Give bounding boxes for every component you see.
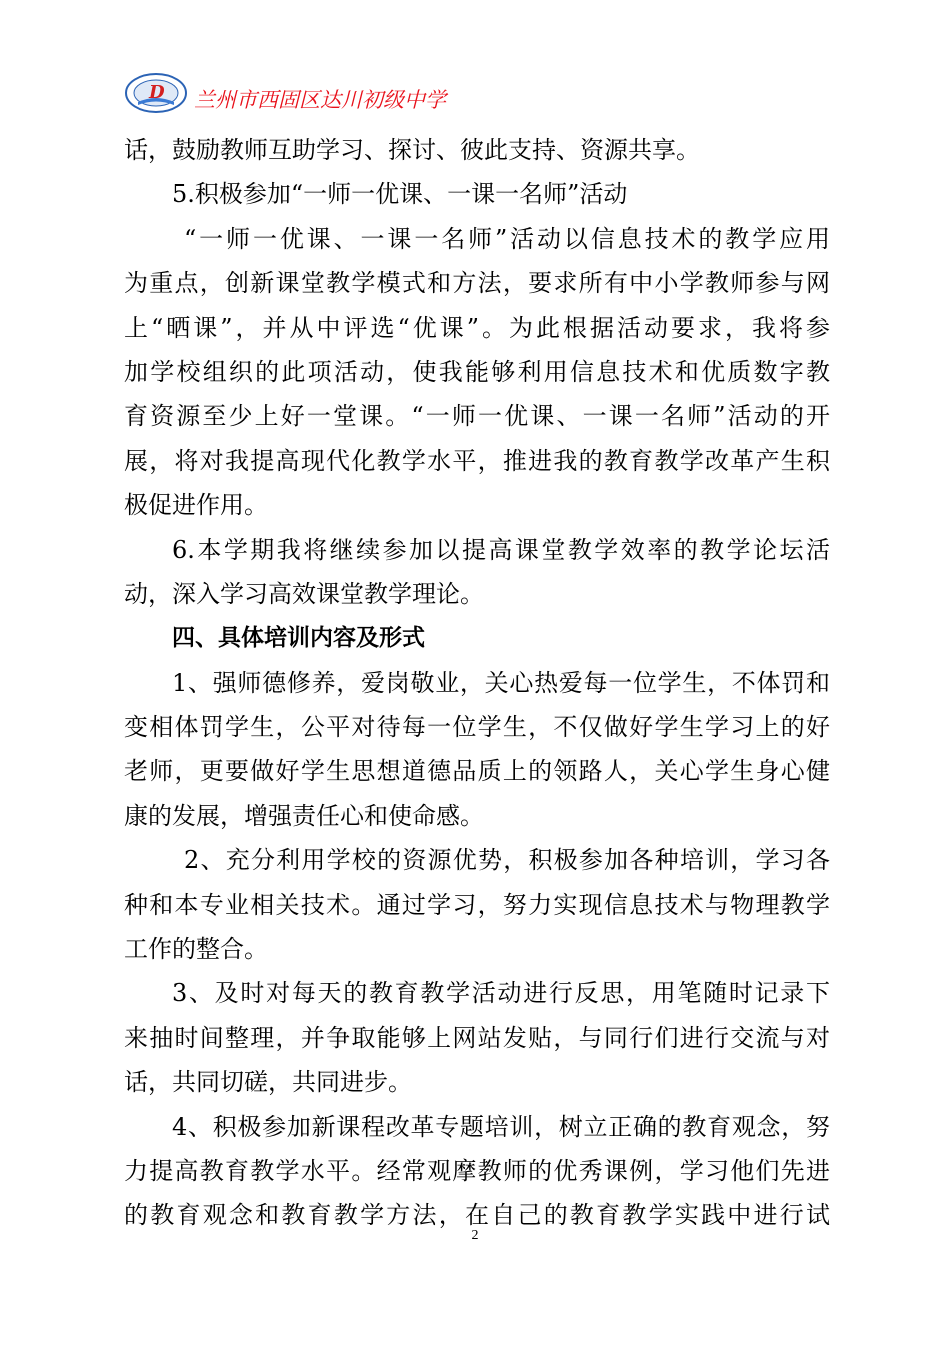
text-line: 极促进作用。 (124, 491, 268, 520)
text-line: 加学校组织的此项活动，使我能够利用信息技术和优质数字教 (124, 357, 830, 386)
text-line: 的教育观念和教育教学方法，在自己的教育教学实践中进行试 (124, 1201, 830, 1230)
school-name: 兰州市西固区达川初级中学 (194, 88, 446, 112)
text-line: 工作的整合。 (124, 935, 268, 964)
text-line: 来抽时间整理，并争取能够上网站发贴，与同行们进行交流与对 (124, 1023, 830, 1052)
text-line: 种和本专业相关技术。通过学习，努力实现信息技术与物理教学 (124, 890, 830, 919)
page-header (124, 68, 844, 118)
text-line: 为重点，创新课堂教学模式和方法，要求所有中小学教师参与网 (124, 269, 830, 298)
text-line: 话，共同切磋，共同进步。 (124, 1068, 412, 1097)
text-line: 力提高教育教学水平。经常观摩教师的优秀课例，学习他们先进 (124, 1156, 830, 1185)
text-line: 5.积极参加“一师一优课、一课一名师”活动 (172, 180, 628, 209)
text-line: 变相体罚学生，公平对待每一位学生，不仅做好学生学习上的好 (124, 713, 830, 742)
text-line: 动，深入学习高效课堂教学理论。 (124, 579, 484, 608)
text-line: 话，鼓励教师互助学习、探讨、彼此支持、资源共享。 (124, 136, 700, 164)
text-line: 上“晒课”，并从中评选“优课”。为此根据活动要求，我将参 (124, 313, 830, 342)
school-logo-icon (124, 72, 188, 114)
text-line: “一师一优课、一课一名师”活动以信息技术的教学应用 (184, 224, 830, 253)
text-line: 老师，更要做好学生思想道德品质上的领路人，关心学生身心健 (124, 757, 830, 786)
section-heading: 四、具体培训内容及形式 (172, 625, 425, 652)
text-line: 展，将对我提高现代化教学水平，推进我的教育教学改革产生积 (124, 446, 830, 475)
text-line: 2、充分利用学校的资源优势，积极参加各种培训，学习各 (184, 846, 830, 875)
text-line: 4、积极参加新课程改革专题培训，树立正确的教育观念，努 (172, 1112, 830, 1141)
text-line: 育资源至少上好一堂课。“一师一优课、一课一名师”活动的开 (124, 402, 830, 431)
text-line: 1、强师德修养，爱岗敬业，关心热爱每一位学生，不体罚和 (172, 668, 830, 697)
text-line: 3、及时对每天的教育教学活动进行反思，用笔随时记录下 (172, 979, 830, 1008)
svg-text:D: D (149, 82, 165, 103)
text-line: 康的发展，增强责任心和使命感。 (124, 801, 484, 830)
text-line: 6.本学期我将继续参加以提高课堂教学效率的教学论坛活 (172, 535, 830, 564)
page-number: 2 (471, 1228, 479, 1243)
document-body (124, 128, 830, 1238)
